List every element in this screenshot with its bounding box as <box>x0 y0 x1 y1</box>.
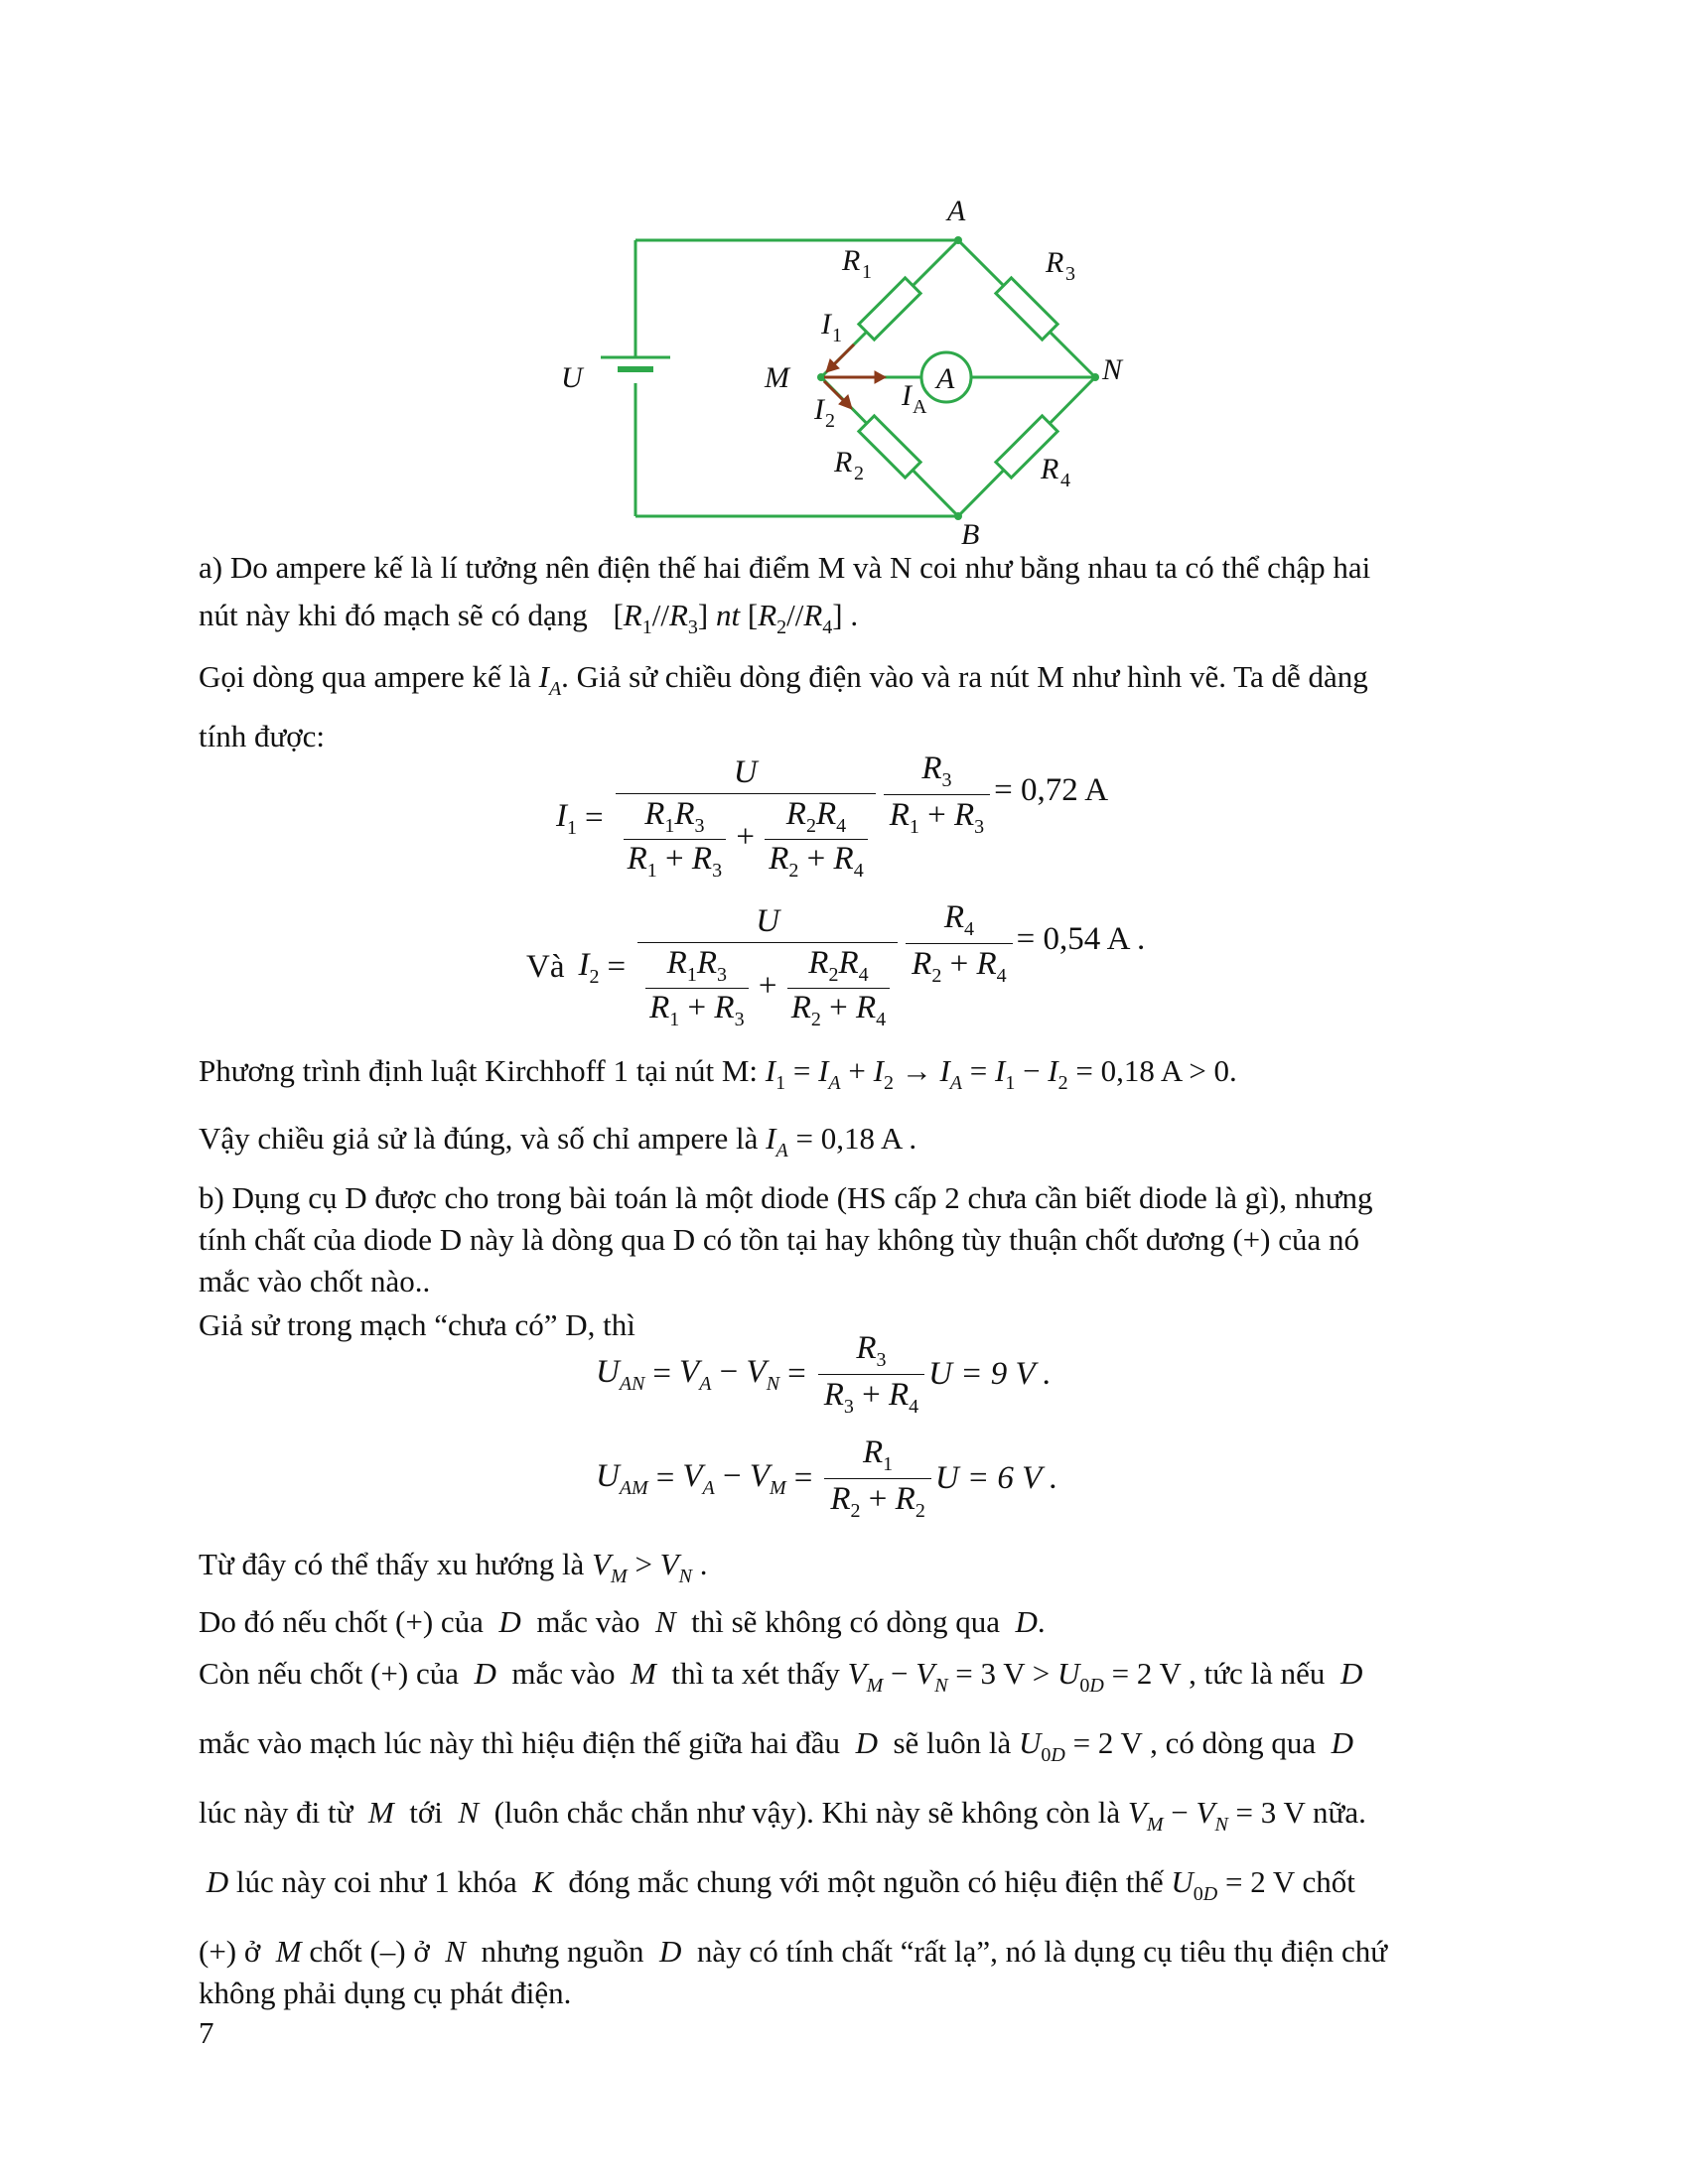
equation-UAN-result: U = 9 V . <box>928 1356 1052 1392</box>
label-I2: I <box>814 393 824 426</box>
case6-text-a: (+) ở <box>199 1934 261 1969</box>
part-b-line-3: mắc vào chốt nào.. <box>199 1264 431 1298</box>
case5-text-b: đóng mắc chung với một nguồn có hiệu điện thế <box>568 1864 1164 1899</box>
part-a-line-2 <box>199 592 1489 651</box>
case2-line: Còn nếu chốt (+) của D mắc vào M thì ta xét thấy $V_M - V_N = 3$ $V > U_{0D} = 2$ V , tức là nếu D <box>199 1656 1363 1697</box>
conclusion-a-text: Vậy chiều giả sử là đúng, và số chỉ ampere là <box>199 1121 759 1156</box>
formula-parallel: $[R_1//R_3]$ nt $[R_2//R_4]$ . <box>613 598 859 638</box>
intro-text-1: Gọi dòng qua ampere kế là <box>199 659 531 694</box>
kirchhoff-text: Phương trình định luật Kirchhoff 1 tại nút M: <box>199 1053 759 1088</box>
kirchhoff-paragraph <box>199 1047 1489 1349</box>
case4-line: lúc này đi từ M tới N (luôn chắc chắn như vậy). Khi này sẽ không còn là $V_M - V_N = 3$ V nữa. <box>199 1795 1366 1836</box>
equation-I2-va: Và <box>526 949 565 985</box>
case1-text-a: Do đó nếu chốt (+) của <box>199 1604 484 1639</box>
case6-text-c: nhưng nguồn <box>481 1934 644 1969</box>
intro-text-1b: . Giả sử chiều dòng điện vào và ra nút M như hình vẽ. Ta dễ dàng <box>561 659 1368 694</box>
page-number: 7 <box>199 2015 214 2050</box>
case4-text-d: = 3 V nữa. <box>1235 1795 1366 1830</box>
equation-I1-result: = 0,72 A <box>994 772 1109 808</box>
label-B: B <box>961 518 980 546</box>
case5-line: D lúc này coi như 1 khóa K đóng mắc chung với một nguồn có hiệu điện thế $U_{0D} = 2$ V chốt <box>199 1864 1355 1905</box>
kirchhoff-formula: $I_1 = I_A + I_2 \to I_A = I_1 - I_2$ <box>765 1053 1068 1094</box>
trend-text: Từ đây có thể thấy xu hướng là <box>199 1547 585 1581</box>
resistor-R3 <box>996 278 1057 340</box>
label-R3-sub: 3 <box>1065 263 1075 285</box>
case5-text-a: lúc này coi như 1 khóa <box>235 1864 517 1899</box>
label-ammeter: A <box>936 362 955 395</box>
label-U: U <box>561 361 583 394</box>
conclusion-a-line: Vậy chiều giả sử là đúng, và số chỉ ampere là $I_A = 0,18$ A . <box>199 1121 917 1161</box>
label-M: M <box>765 361 789 394</box>
case6-text-d: này có tính chất “rất lạ”, nó là dụng cụ tiêu thụ điện chứ <box>696 1934 1388 1969</box>
label-N: N <box>1102 353 1123 386</box>
label-R1: R <box>842 244 861 277</box>
part-b-line-4: Giả sử trong mạch “chưa có” D, thì <box>199 1307 635 1342</box>
case3-line: mắc vào mạch lúc này thì hiệu điện thế giữa hai đầu D sẽ luôn là $U_{0D} = 2$ V , có dòng qua D <box>199 1725 1354 1766</box>
label-I2-sub: 2 <box>825 410 835 432</box>
case4-text-a: lúc này đi từ <box>199 1795 353 1830</box>
case7-line: không phải dụng cụ phát điện. <box>199 1976 572 2010</box>
equation-UAM: $U_{AM}$ = $V_A - V_M$ = $\frac{R_1}{R_2 + R_2}$ U = 6 V . <box>596 1434 1058 1522</box>
label-R1-sub: 1 <box>862 261 872 283</box>
case5-text-c: = 2 V chốt <box>1225 1864 1355 1899</box>
resistor-R1 <box>859 278 920 340</box>
case1-line: Do đó nếu chốt (+) của D mắc vào N thì sẽ không có dòng qua D. <box>199 1604 1046 1639</box>
case3-text-a: mắc vào mạch lúc này thì hiệu điện thế giữa hai đầu <box>199 1725 841 1760</box>
conclusion-a-value: = 0,18 A . <box>795 1121 917 1156</box>
case2-text-e: = 2 V , tức là nếu <box>1111 1656 1326 1691</box>
equation-I2-result: = 0,54 A . <box>1016 921 1146 957</box>
trend-line: Từ đây có thể thấy xu hướng là $V_M > V_N$ . <box>199 1547 708 1587</box>
resistor-R2 <box>859 416 920 478</box>
label-A: A <box>947 195 966 227</box>
case6-line: (+) ở M chốt (–) ở N nhưng nguồn D này có tính chất “rất lạ”, nó là dụng cụ tiêu thụ điện chứ <box>199 1934 1388 1969</box>
part-b-line-1: b) Dụng cụ D được cho trong bài toán là một diode (HS cấp 2 chưa cần biết diode là gì), nhưng <box>199 1180 1373 1215</box>
label-R3: R <box>1046 246 1064 279</box>
arrowhead-IA <box>875 371 886 383</box>
node-N <box>1091 373 1099 381</box>
intro-paragraph <box>199 653 1489 760</box>
case6-text-b: chốt (–) ở <box>309 1934 430 1969</box>
case3-text-b: sẽ luôn là <box>893 1725 1012 1760</box>
part-a-paragraph <box>199 544 1489 651</box>
label-IA: I <box>902 379 912 412</box>
case4-text-c: (luôn chắc chắn như vậy). Khi này sẽ không còn là <box>493 1795 1121 1830</box>
case2-text-b: mắc vào <box>511 1656 616 1691</box>
case1-text-c: thì sẽ không có dòng qua <box>691 1604 1000 1639</box>
equation-UAN: $U_{AN}$ = $V_A - V_N$ = $\frac{R_3}{R_3 + R_4}$ U = 9 V . <box>596 1330 1052 1418</box>
case3-text-c: = 2 V , có dòng qua <box>1072 1725 1317 1760</box>
case4-text-b: tới <box>409 1795 443 1830</box>
circuit-diagram <box>536 189 1152 546</box>
label-R2: R <box>834 446 853 478</box>
equation-I2: Và $I_2$ = U $\frac{R_1R_3}{R_1 + R_3}$ + $\frac{R_2R_4}{R_2 + R_4}$ $\frac{R_4}{R_2 + R_4}$ = 0,54 A . <box>526 899 1146 1030</box>
node-A <box>954 236 962 244</box>
intro-line-2: tính được: <box>199 719 326 753</box>
case2-text-d: = 3 V > <box>955 1656 1051 1691</box>
case1-text-b: mắc vào <box>536 1604 640 1639</box>
label-R4: R <box>1041 453 1059 485</box>
label-IA-sub: A <box>913 396 927 418</box>
label-R2-sub: 2 <box>854 463 864 484</box>
equation-I1: $I_1$ = U $\frac{R_1R_3}{R_1 + R_3}$ + $\frac{R_2R_4}{R_2 + R_4}$ $\frac{R_3}{R_1 + R_3}$ = 0,72 A <box>556 751 1109 882</box>
node-M <box>817 373 825 381</box>
kirchhoff-line <box>199 1047 1489 1107</box>
label-I1: I <box>821 308 831 341</box>
equation-UAM-result: U = 6 V . <box>934 1460 1058 1496</box>
label-I1-sub: 1 <box>832 325 842 346</box>
case2-text-a: Còn nếu chốt (+) của <box>199 1656 459 1691</box>
discussion-paragraph <box>199 1541 1489 2017</box>
part-b-line-2: tính chất của diode D này là dòng qua D có tồn tại hay không tùy thuận chốt dương (+) của nó <box>199 1222 1359 1257</box>
kirchhoff-result: = 0,18 A > 0. <box>1075 1053 1237 1088</box>
intro-line-1: Gọi dòng qua ampere kế là $I_A$. Giả sử chiều dòng điện vào và ra nút M như hình vẽ. Ta dễ dàng <box>199 659 1368 700</box>
part-a-line-1: a) Do ampere kế là lí tưởng nên điện thế hai điểm M và N coi như bằng nhau ta có thể chập hai <box>199 550 1371 585</box>
label-R4-sub: 4 <box>1060 470 1070 491</box>
part-a-line-2-text: nút này khi đó mạch sẽ có dạng <box>199 598 588 632</box>
case2-text-c: thì ta xét thấy <box>671 1656 840 1691</box>
